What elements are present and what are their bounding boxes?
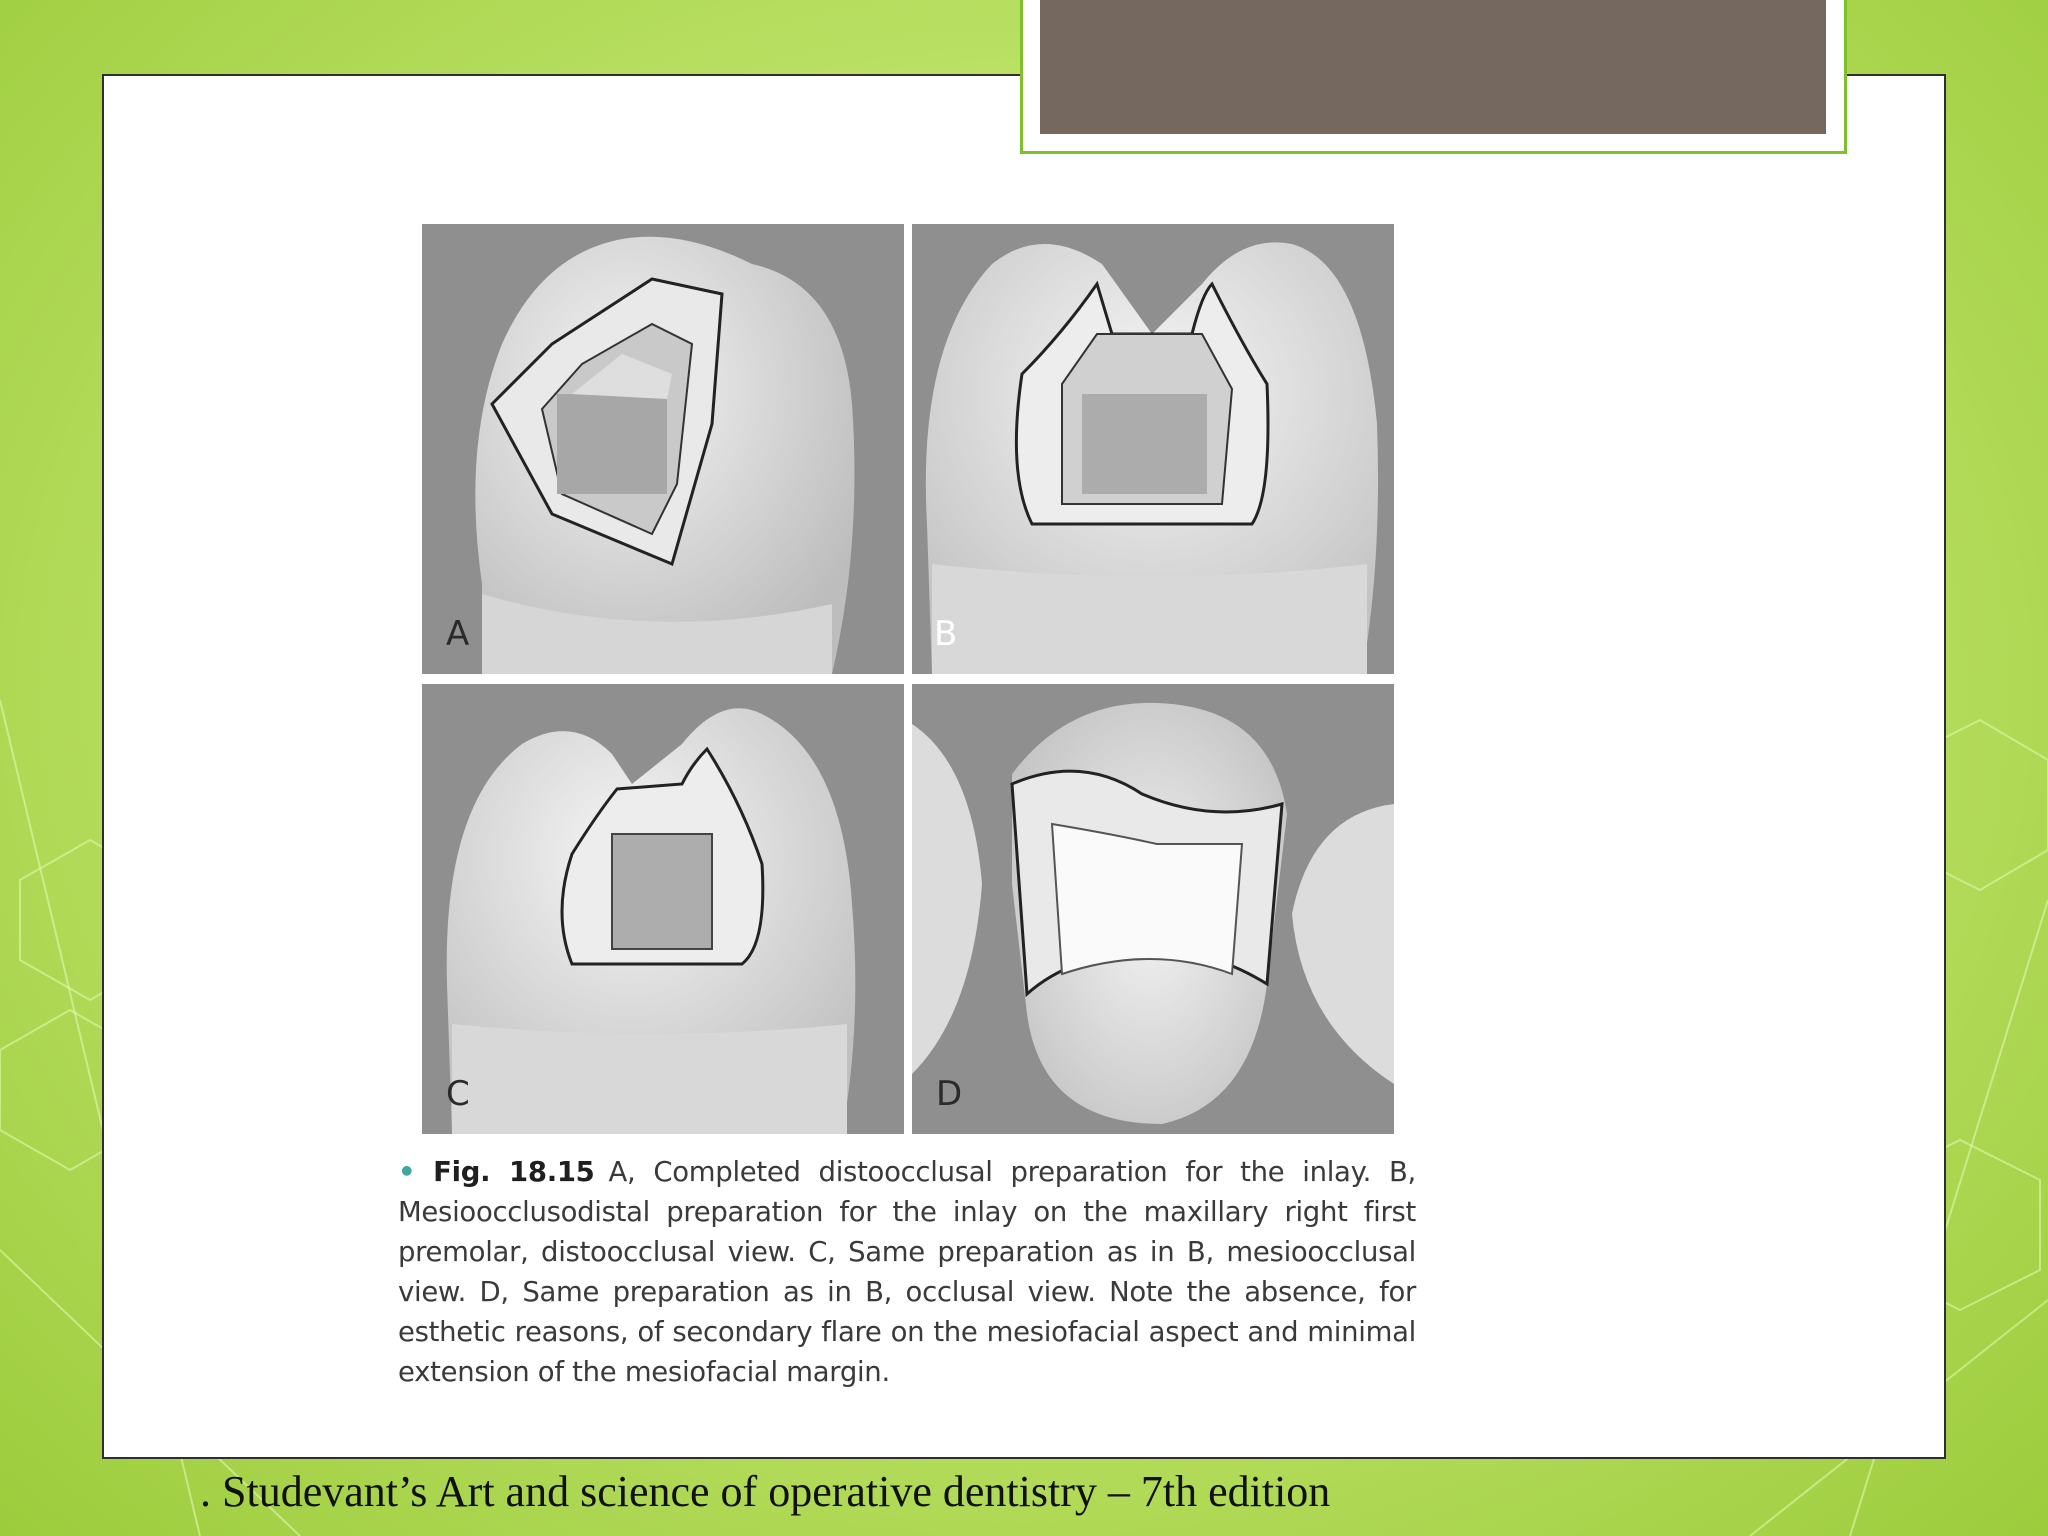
bullet-icon: •: [398, 1156, 416, 1188]
tooth-illustration-b: [912, 224, 1394, 674]
panel-letter: A: [446, 614, 470, 654]
panel-letter: D: [936, 1074, 963, 1114]
tooth-illustration-d: [912, 684, 1394, 1134]
title-placeholder: [1040, 0, 1826, 134]
caption-text: A, Completed distoocclusal preparation for the inlay. B, Mesioocclusodistal preparation for the inlay on the maxillary right first premolar, distoocclusal view. C, Same preparation as in B, mesioocclusal view. D, Same preparation as in B, occlusal view. Note the absence, for esthetic reasons, of secondary flare on the mesiofacial aspect and minimal extension of the mesiofacial margin.: [398, 1156, 1416, 1388]
panel-c: [422, 684, 904, 1134]
tooth-illustration-c: [422, 684, 904, 1134]
panel-letter: C: [446, 1074, 470, 1114]
panel-d: [912, 684, 1394, 1134]
figure-dental-preparations: [422, 224, 1396, 1136]
source-reference: . Studevant’s Art and science of operative dentistry – 7th edition: [200, 1467, 1331, 1516]
tooth-illustration-a: [422, 224, 904, 674]
figure-label: Fig. 18.15: [433, 1156, 595, 1188]
panel-a: [422, 224, 904, 674]
panel-letter: B: [934, 614, 958, 654]
panel-b: [912, 224, 1394, 674]
figure-caption: [398, 1152, 1416, 1392]
